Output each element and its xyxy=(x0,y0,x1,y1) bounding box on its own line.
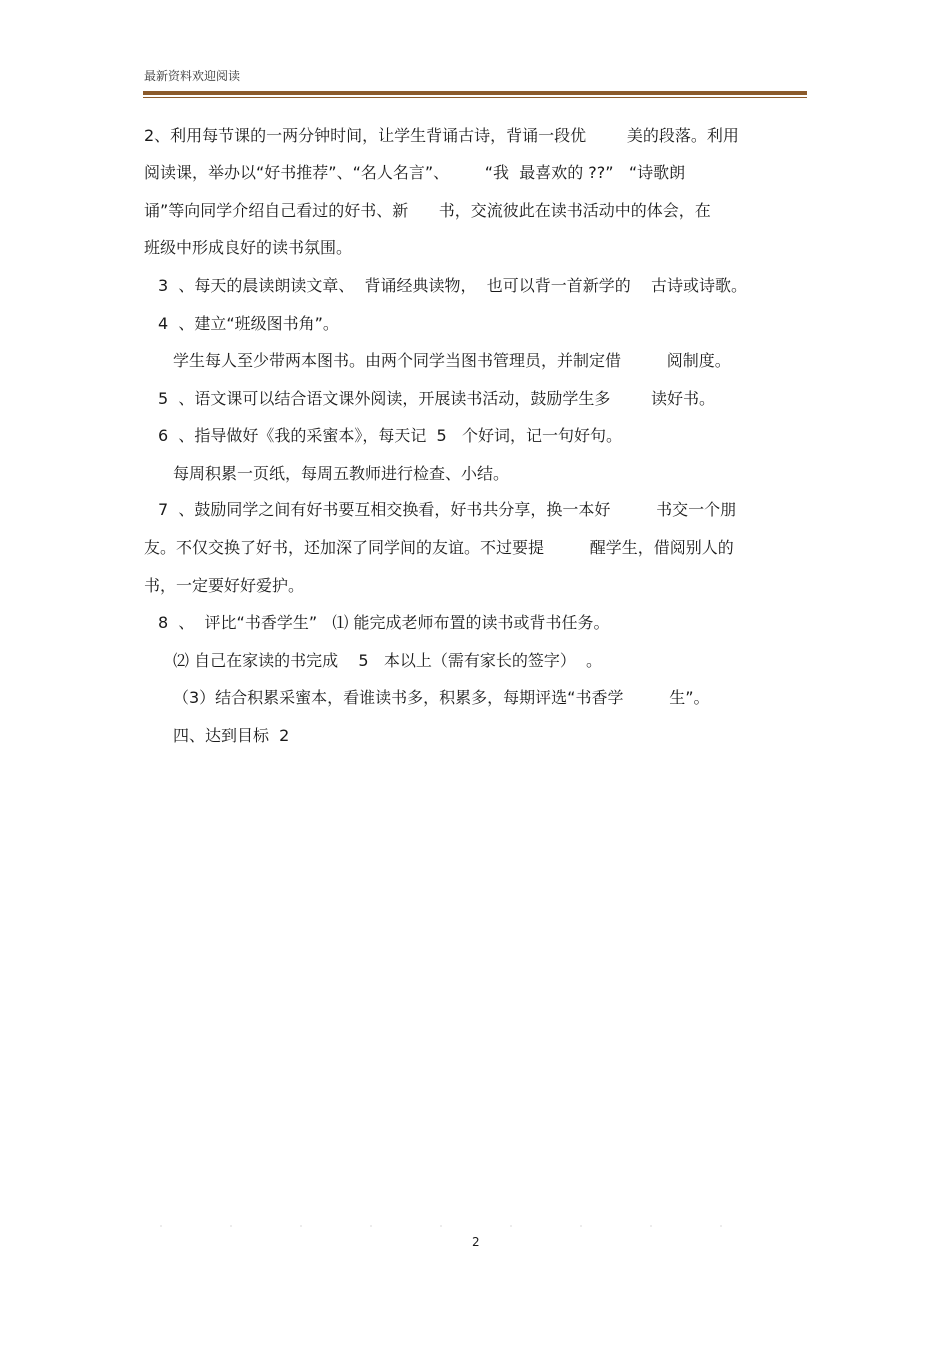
footer-divider xyxy=(160,1225,780,1227)
text-line: 8 、 评比“书香学生” ⑴ 能完成老师布置的读书或背书任务。 xyxy=(158,613,610,632)
text-line: 阅读课，举办以“好书推荐”、“名人名言”、 “我 最喜欢的 ??” “诗歌朗 xyxy=(144,163,686,182)
text-line: 每周积累一页纸，每周五教师进行检查、小结。 xyxy=(173,464,510,483)
text-line: 书，一定要好好爱护。 xyxy=(144,576,305,595)
text-line: 4 、建立“班级图书角”。 xyxy=(158,314,339,333)
text-line: 6 、指导做好《我的采蜜本》，每天记 5 个好词，记一句好句。 xyxy=(158,426,622,445)
text-line: 四、达到目标 2 xyxy=(173,726,290,745)
text-line: 7 、鼓励同学之间有好书要互相交换看，好书共分享，换一本好 书交一个朋 xyxy=(158,500,737,519)
page-number: 2 xyxy=(472,1235,480,1249)
text-line: 班级中形成良好的读书氛围。 xyxy=(144,238,353,257)
text-line: 诵”等向同学介绍自己看过的好书、新 书，交流彼此在读书活动中的体会，在 xyxy=(144,201,711,220)
text-line: ⑵ 自己在家读的书完成 5 本以上（需有家长的签字） 。 xyxy=(173,651,603,670)
text-line: （3）结合积累采蜜本，看谁读书多，积累多，每期评选“书香学 生”。 xyxy=(173,688,710,707)
text-line: 友。不仅交换了好书，还加深了同学间的友谊。不过要提 醒学生，借阅别人的 xyxy=(144,538,734,557)
text-line: 学生每人至少带两本图书。由两个同学当图书管理员，并制定借 阅制度。 xyxy=(173,351,731,370)
page-header: 最新资料欢迎阅读 xyxy=(144,69,241,83)
text-line: 2、利用每节课的一两分钟时间，让学生背诵古诗，背诵一段优 美的段落。利用 xyxy=(144,126,739,145)
text-line: 5 、语文课可以结合语文课外阅读，开展读书活动，鼓励学生多 读好书。 xyxy=(158,389,716,408)
header-rule-thick xyxy=(143,91,807,95)
text-line: 3 、每天的晨读朗读文章、 背诵经典读物， 也可以背一首新学的 古诗或诗歌。 xyxy=(158,276,748,295)
header-rule-thin xyxy=(143,97,807,98)
